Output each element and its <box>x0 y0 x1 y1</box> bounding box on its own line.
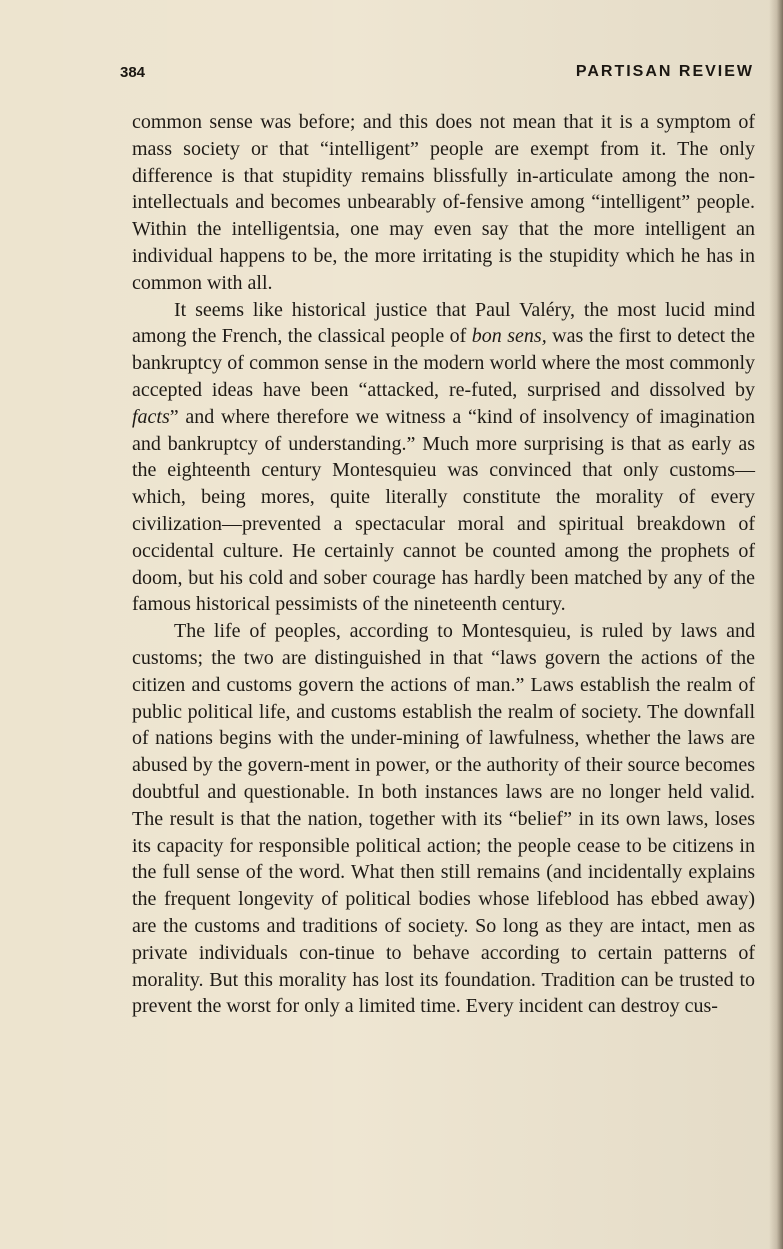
paragraph-2-text-2: was the first to detect the bankruptcy of common sense in the modern world where the most commonly accepted ideas have been “attacked, re-futed, surprised and dissolved by <box>132 325 755 401</box>
paragraph-2 <box>132 297 755 619</box>
paragraph-2-italic-1: bon sens, <box>471 325 547 348</box>
main-text-block <box>132 109 755 1020</box>
paragraph-1: common sense was before; and this does not mean that it is a symptom of mass society or that “intelligent” people are exempt from it. The only difference is that stupidity remains blissfully in-articulate among the non-intellectuals and becomes unbearably of-fensive among “intelligent” people. Within the intelligentsia, one may even say that the more intelligent an individual happens to be, the more irritating is the stupidity which he has in common with all. <box>132 111 755 294</box>
page-number: 384 <box>120 64 146 81</box>
paragraph-2-text-1: It seems like historical justice that Paul Valéry, the most lucid mind among the French, the classical people of <box>132 298 755 348</box>
paragraph-2-text-3: ” and where therefore we witness a “kind of insolvency of imagination and bankruptcy of understanding.” Much more surprising is that as early as the eighteenth century Montesquieu was convinced that only customs—which, being mores, quite literally constitute the morality of every civilization—prevented a spectacular moral and spiritual breakdown of occidental culture. He certainly cannot be counted among the prophets of doom, but his cold and sober courage has hardly been matched by any of the famous historical pessimists of the nineteenth century. <box>132 405 755 616</box>
page-header <box>120 64 754 86</box>
paragraph-2-italic-2: facts <box>132 405 170 428</box>
running-head: PARTISAN REVIEW <box>575 63 754 80</box>
page-edge-shadow <box>769 0 783 1249</box>
paragraph-3: The life of peoples, according to Montesquieu, is ruled by laws and customs; the two are distinguished in that “laws govern the actions of the citizen and customs govern the actions of man.” Laws establish the realm of public political life, and customs establish the realm of society. The downfall of nations begins with the under-mining of lawfulness, whether the laws are abused by the govern-ment in power, or the authority of their source becomes doubtful and questionable. In both instances laws are no longer held valid. The result is that the nation, together with its “belief” in its own laws, loses its capacity for responsible political action; the people cease to be citizens in the full sense of the word. What then still remains (and incidentally explains the frequent longevity of political bodies whose lifeblood has ebbed away) are the customs and traditions of society. So long as they are intact, men as private individuals con-tinue to behave according to certain patterns of morality. But this morality has lost its foundation. Tradition can be trusted to prevent the worst for only a limited time. Every incident can destroy cus- <box>132 620 755 1018</box>
